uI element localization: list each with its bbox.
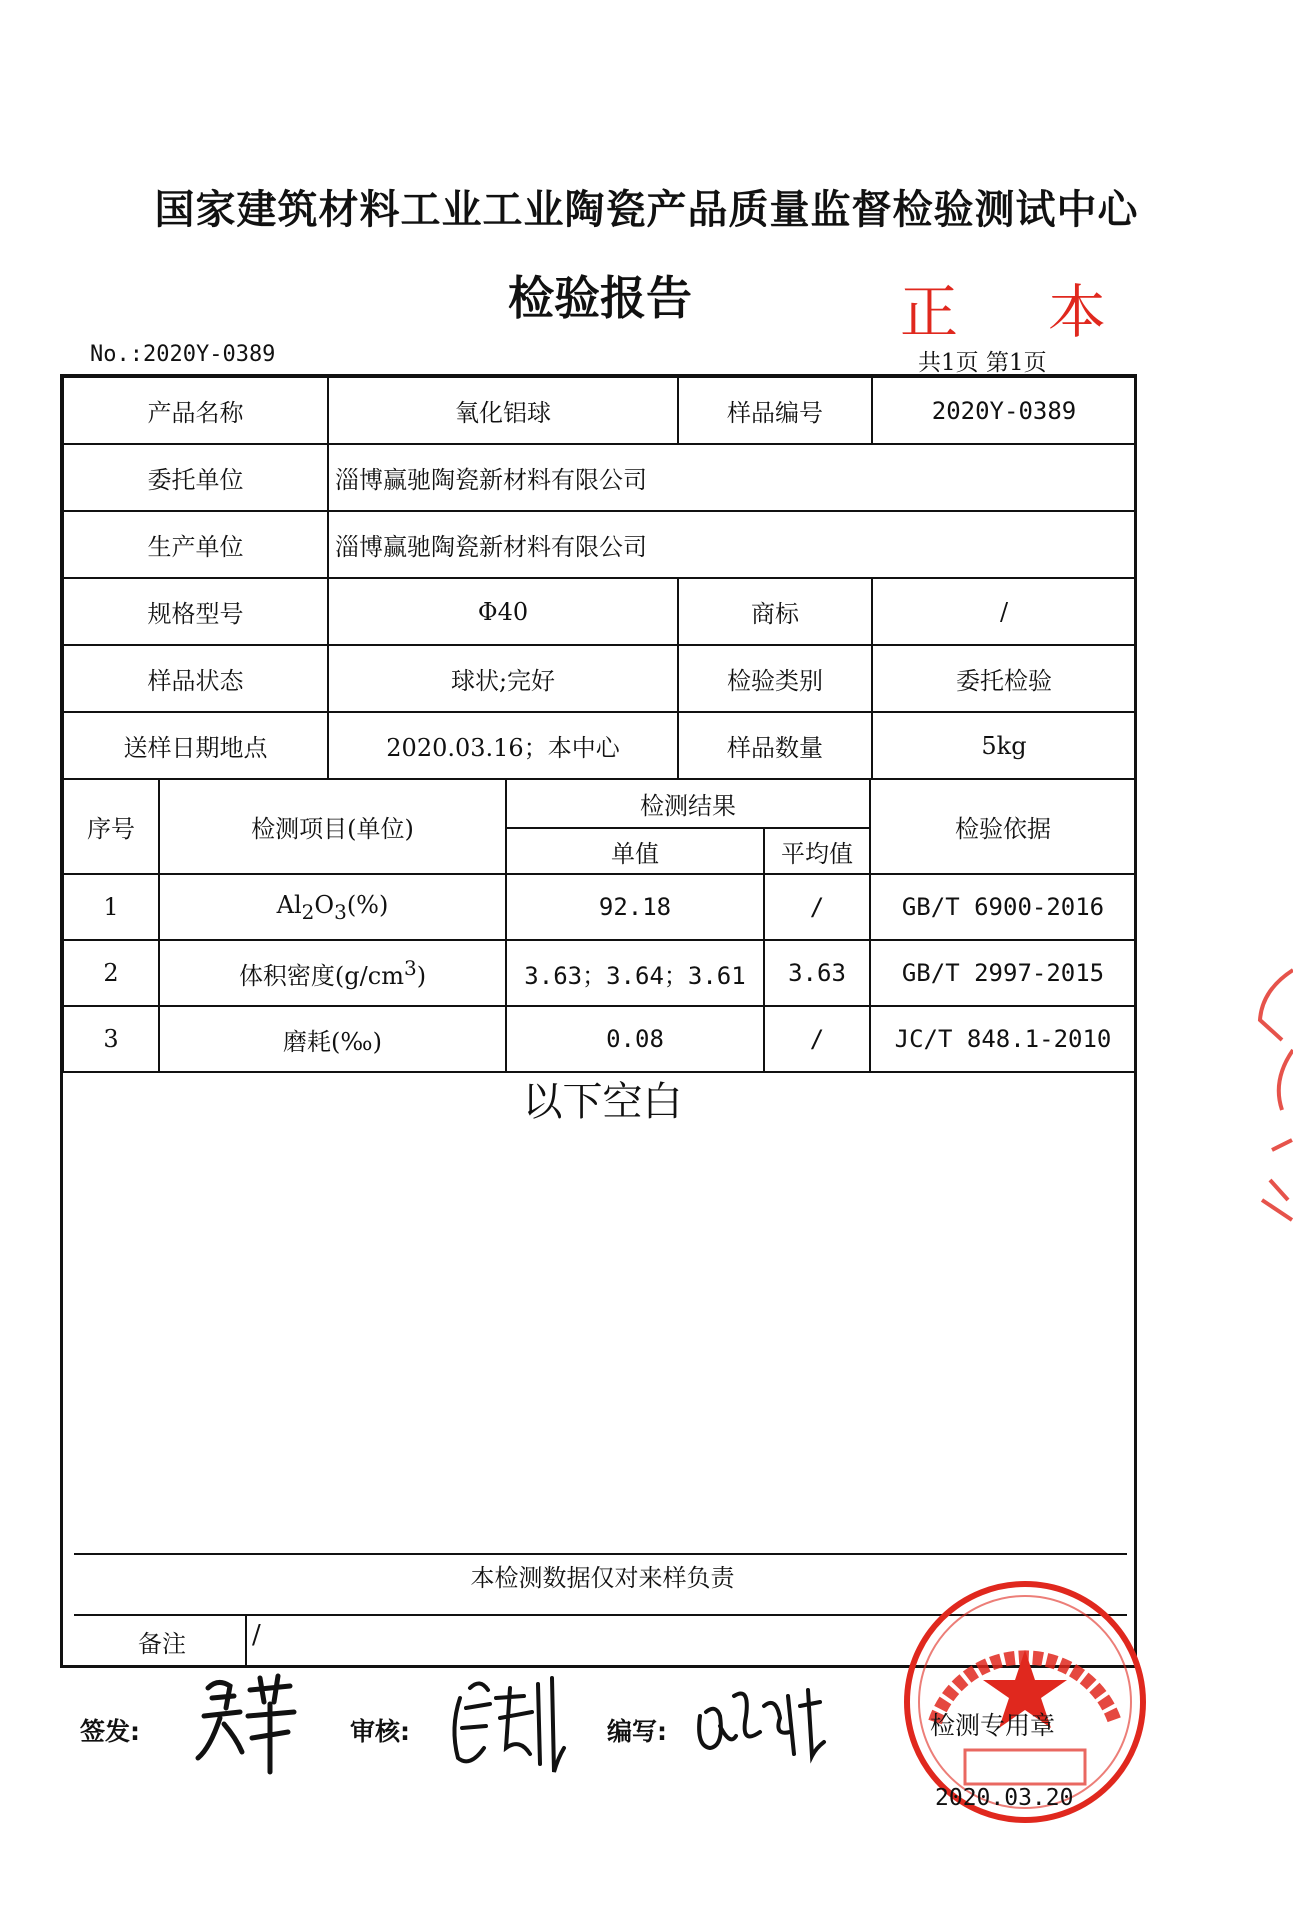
row-single: 3.63；3.64；3.61 [506,940,764,1006]
table-row [63,712,1136,779]
disclaimer: 本检测数据仅对来样负责 [470,1564,735,1592]
row-basis: GB/T 6900-2016 [870,874,1136,940]
report-number: No.:2020Y-0389 [90,342,276,367]
sample-no-label: 样品编号 [678,377,872,444]
review-label: 审核: [350,1717,410,1746]
category-label: 检验类别 [678,645,872,712]
item-header: 检测项目(单位) [159,779,506,874]
quantity-label: 样品数量 [678,712,872,779]
row-single: 92.18 [506,874,764,940]
delivery-label: 送样日期地点 [63,712,328,779]
product-name: 氧化铝球 [328,377,678,444]
row-item: 磨耗(‰) [159,1006,506,1072]
row-basis: JC/T 848.1-2010 [870,1006,1136,1072]
row-seq: 1 [63,874,159,940]
single-header: 单值 [506,828,764,874]
seq-header: 序号 [63,779,159,874]
state-value: 球状;完好 [328,645,678,712]
table-row [63,645,1136,712]
delivery-value: 2020.03.16；本中心 [328,712,678,779]
sample-no: 2020Y-0389 [872,377,1136,444]
state-label: 样品状态 [63,645,328,712]
page-count: 共1页 第1页 [918,350,1047,376]
prepare-label: 编写: [607,1717,667,1746]
report-title: 检验报告 [508,271,692,325]
row-seq: 2 [63,940,159,1006]
reviewer-signature [440,1668,570,1778]
seal-title: 检测专用章 [930,1711,1056,1740]
original-copy-mark: 正本 [900,278,1197,346]
row-avg: 3.63 [764,940,870,1006]
basis-header: 检验依据 [870,779,1136,874]
divider [245,1614,247,1666]
row-seq: 3 [63,1006,159,1072]
trademark-value: / [872,578,1136,645]
producer-value: 淄博赢驰陶瓷新材料有限公司 [328,511,1136,578]
table-row [63,578,1136,645]
sample-info-table [62,376,1137,780]
organization-title: 国家建筑材料工业工业陶瓷产品质量监督检验测试中心 [154,187,1139,233]
quantity-value: 5kg [872,712,1136,779]
table-row [63,1006,1136,1072]
table-row [63,874,1136,940]
product-name-label: 产品名称 [63,377,328,444]
trademark-label: 商标 [678,578,872,645]
editor-signature [690,1676,830,1766]
row-item: $Al_2O_3(\%)$ [159,874,506,940]
avg-header: 平均值 [764,828,870,874]
issue-label: 签发: [80,1717,140,1746]
client-value: 淄博赢驰陶瓷新材料有限公司 [328,444,1136,511]
divider [74,1553,1127,1555]
table-row [63,511,1136,578]
table-header-row [63,779,1136,828]
row-avg: / [764,874,870,940]
spec-label: 规格型号 [63,578,328,645]
client-label: 委托单位 [63,444,328,511]
table-row [63,940,1136,1006]
edge-seal-fragment-icon [1252,950,1293,1230]
row-basis: GB/T 2997-2015 [870,940,1136,1006]
result-header: 检测结果 [506,779,870,828]
test-results-table [62,778,1137,1073]
issuer-signature [190,1668,300,1778]
row-item: 体积密度$(g/cm^3)$ [159,940,506,1006]
remark-value: / [252,1620,261,1650]
report-date: 2020.03.20 [935,1785,1074,1811]
remark-label: 备注 [138,1630,186,1658]
spec-value: Φ40 [328,578,678,645]
category-value: 委托检验 [872,645,1136,712]
table-row [63,444,1136,511]
table-row [63,377,1136,444]
row-avg: / [764,1006,870,1072]
blank-below-note: 以下空白 [522,1079,683,1125]
row-single: 0.08 [506,1006,764,1072]
producer-label: 生产单位 [63,511,328,578]
